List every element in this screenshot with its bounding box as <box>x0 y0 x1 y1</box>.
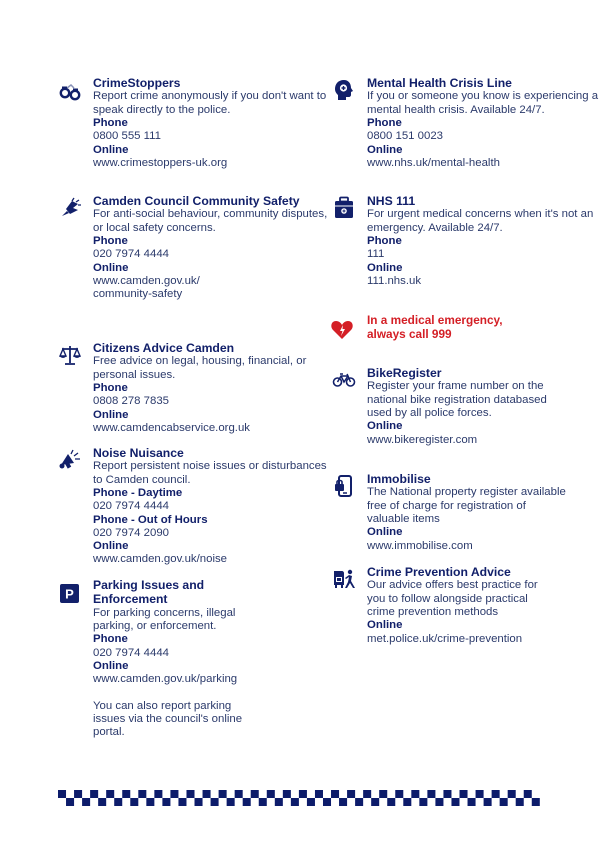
checker-square <box>411 790 419 798</box>
entry-note: You can also report parking issues via the council's online portal. <box>93 699 243 739</box>
field-label: Phone <box>93 117 128 129</box>
website-link[interactable]: www.camdencabservice.org.uk <box>93 421 251 434</box>
entry-title: Noise Nuisance <box>93 446 184 460</box>
loudspeaker-icon <box>58 448 82 472</box>
checker-square <box>419 798 427 806</box>
checker-square <box>170 790 178 798</box>
checker-square <box>500 798 508 806</box>
phone-number[interactable]: 0808 278 7835 <box>93 395 170 408</box>
entry-citizens-advice <box>58 341 333 435</box>
checker-square <box>219 790 227 798</box>
entry-title: Parking Issues and Enforcement <box>93 578 205 607</box>
field-label: Online <box>367 526 403 539</box>
checker-square <box>451 798 459 806</box>
website-link[interactable]: met.police.uk/crime-prevention <box>367 632 523 645</box>
checker-square <box>283 790 291 798</box>
entry-title: Crime Prevention Advice <box>367 565 511 579</box>
field-label: Phone - Out of Hours <box>93 513 208 526</box>
checker-square <box>178 798 186 806</box>
entry-bikeregister <box>332 366 600 447</box>
phone-number[interactable]: 020 7974 4444 <box>93 646 170 659</box>
entry-crimestoppers <box>58 76 333 170</box>
website-link[interactable]: www.camden.gov.uk/ community-safety <box>93 274 200 301</box>
field-label: Online <box>93 660 129 672</box>
checker-square <box>74 790 82 798</box>
checker-square <box>195 798 203 806</box>
checker-square <box>251 790 259 798</box>
checker-square <box>427 790 435 798</box>
entry-title: Immobilise <box>367 472 431 486</box>
checker-square <box>315 790 323 798</box>
field-label: Phone <box>93 382 128 394</box>
field-label: Phone <box>93 633 128 646</box>
entry-title: NHS 111 <box>367 194 416 208</box>
parking-icon <box>58 582 82 606</box>
checker-square <box>90 790 98 798</box>
entry-description: The National property register available free of charge for registration of valuable items <box>367 486 566 525</box>
checker-square <box>347 790 355 798</box>
field-label: Online <box>367 420 403 433</box>
entry-nhs-111 <box>332 194 600 288</box>
checker-square <box>138 790 146 798</box>
phone-number[interactable]: 0800 555 111 <box>93 130 161 143</box>
checker-square <box>355 798 363 806</box>
checker-square <box>516 798 524 806</box>
emergency-text: In a medical emergency, always call 999 <box>367 313 503 341</box>
phone-number[interactable]: 020 7974 4444 <box>93 248 170 261</box>
checker-square <box>275 798 283 806</box>
checker-square <box>58 790 66 798</box>
checker-square <box>524 790 532 798</box>
checker-square <box>363 790 371 798</box>
entry-camden-community-safety <box>58 194 333 301</box>
checker-square <box>476 790 484 798</box>
checker-square <box>114 798 122 806</box>
megaphone-icon <box>58 196 82 220</box>
field-label: Phone <box>367 235 402 247</box>
medical-kit-icon <box>332 196 356 220</box>
website-link[interactable]: 111.nhs.uk <box>367 274 422 287</box>
emergency-callout <box>332 314 600 341</box>
field-label: Phone <box>367 117 402 129</box>
checker-square <box>162 798 170 806</box>
phone-number[interactable]: 020 7974 2090 <box>93 526 170 539</box>
checker-square <box>122 790 130 798</box>
checker-square <box>468 798 476 806</box>
entry-noise-nuisance <box>58 446 333 567</box>
checker-square <box>203 790 211 798</box>
entry-description: For parking concerns, illegal parking, or enforcement. <box>93 606 236 633</box>
entry-description: Free advice on legal, housing, financial, or personal issues. <box>93 355 307 381</box>
website-link[interactable]: www.camden.gov.uk/noise <box>93 553 228 566</box>
entry-description: For anti-social behaviour, community disputes, or local safety concerns. <box>93 208 328 234</box>
entry-description: If you or someone you know is experiencing a mental health crisis. Available 24/7. <box>367 90 599 116</box>
checker-square <box>443 790 451 798</box>
website-link[interactable]: www.nhs.uk/mental-health <box>367 156 500 169</box>
checker-square <box>106 790 114 798</box>
entry-description: Report persistent noise issues or disturbances to Camden council. <box>93 460 327 486</box>
checker-square <box>492 790 500 798</box>
phone-number[interactable]: 020 7974 4444 <box>93 500 170 513</box>
checker-square <box>82 798 90 806</box>
head-icon <box>332 78 356 102</box>
handcuffs-icon <box>58 78 82 102</box>
checker-square <box>98 798 106 806</box>
phone-lock-icon <box>332 474 356 498</box>
burglar-icon <box>332 567 356 591</box>
checker-square <box>484 798 492 806</box>
checker-square <box>379 790 387 798</box>
field-label: Online <box>93 261 129 274</box>
website-link[interactable]: www.camden.gov.uk/parking <box>93 673 238 686</box>
checker-square <box>66 798 74 806</box>
entry-title: BikeRegister <box>367 366 442 380</box>
heart-defibrillator-icon <box>330 317 354 341</box>
checker-square <box>186 790 194 798</box>
phone-number[interactable]: 111 <box>367 248 385 261</box>
entry-title: CrimeStoppers <box>93 76 181 90</box>
checker-square <box>460 790 468 798</box>
checker-square <box>291 798 299 806</box>
field-label: Phone <box>93 235 128 247</box>
checker-square <box>146 798 154 806</box>
checker-square <box>235 790 243 798</box>
field-label: Online <box>93 408 129 421</box>
checker-square <box>508 790 516 798</box>
checkerboard-border <box>58 790 540 806</box>
entry-description: Our advice offers best practice for you to follow alongside practical crime prevention methods <box>367 579 538 618</box>
entry-crime-prevention <box>332 565 600 646</box>
entry-immobilise <box>332 472 600 553</box>
scales-icon <box>58 343 82 367</box>
entry-description: For urgent medical concerns when it's not an emergency. Available 24/7. <box>367 208 594 234</box>
checker-square <box>154 790 162 798</box>
entry-parking <box>58 578 333 739</box>
checker-square <box>339 798 347 806</box>
checker-square <box>267 790 275 798</box>
checker-square <box>323 798 331 806</box>
checker-square <box>395 790 403 798</box>
checker-square <box>387 798 395 806</box>
field-label: Phone - Daytime <box>93 487 183 499</box>
checker-square <box>532 798 540 806</box>
checker-square <box>307 798 315 806</box>
phone-number[interactable]: 0800 151 0023 <box>367 130 444 143</box>
bicycle-icon <box>332 368 356 392</box>
entry-title: Camden Council Community Safety <box>93 194 300 208</box>
entry-title: Citizens Advice Camden <box>93 341 235 355</box>
entry-title: Mental Health Crisis Line <box>367 76 512 90</box>
field-label: Online <box>367 143 403 156</box>
website-link[interactable]: www.immobilise.com <box>367 539 473 552</box>
field-label: Online <box>367 261 403 274</box>
field-label: Online <box>367 619 403 632</box>
field-label: Online <box>93 143 129 156</box>
entry-description: Report crime anonymously if you don't want to speak directly to the police. <box>93 90 327 116</box>
checker-square <box>227 798 235 806</box>
field-label: Online <box>93 540 129 553</box>
entry-mental-health <box>332 76 600 170</box>
website-link[interactable]: www.crimestoppers-uk.org <box>93 156 228 169</box>
checker-square <box>130 798 138 806</box>
checker-square <box>211 798 219 806</box>
checker-square <box>371 798 379 806</box>
checker-square <box>259 798 267 806</box>
checker-square <box>331 790 339 798</box>
checker-square <box>435 798 443 806</box>
entry-description: Register your frame number on the national bike registration databased used by all police forces. <box>367 380 547 419</box>
checker-square <box>403 798 411 806</box>
checker-square <box>243 798 251 806</box>
checker-square <box>299 790 307 798</box>
website-link[interactable]: www.bikeregister.com <box>367 433 478 446</box>
svg-text:P: P <box>65 586 74 602</box>
